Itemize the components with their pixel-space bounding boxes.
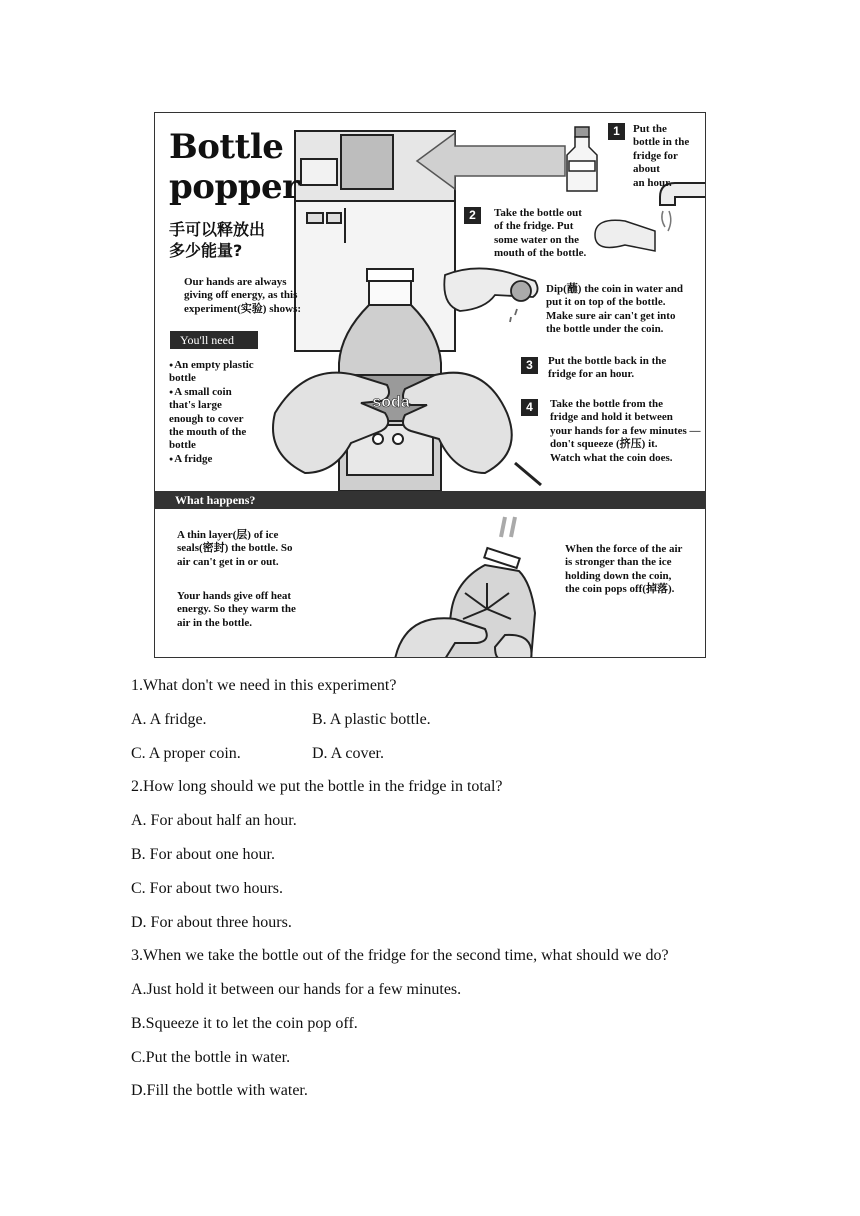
question-3-stem: 3.When we take the bottle out of the fridge for the second time, what should we do? [131,947,669,964]
step-4-number: 4 [521,399,538,416]
question-1-option-a[interactable]: A. A fridge. [131,711,207,728]
step-4-text: Take the bottle from the fridge and hold it between your hands for a few minutes — don't squeeze (挤压) it. Watch what the coin does. [550,398,701,464]
happen-text-3: When the force of the air is stronger than the ice holding down the coin, the coin pops off(掉落). [565,543,683,596]
bottle-label-text: soda [372,394,410,411]
question-1-option-d[interactable]: D. A cover. [312,745,384,762]
needs-list [169,359,269,466]
small-bottle-icon [567,127,597,191]
question-3-option-b[interactable]: B.Squeeze it to let the coin pop off. [131,1015,358,1032]
step-2-number: 2 [464,207,481,224]
step-2b-text: Dip(蘸) the coin in water and put it on top of the bottle. Make sure air can't get into the bottle under the coin. [546,283,683,336]
step-2-text: Take the bottle out of the fridge. Put some water on the mouth of the bottle. [494,207,587,260]
question-2-stem: 2.How long should we put the bottle in the fridge in total? [131,778,503,795]
question-2-option-a[interactable]: A. For about half an hour. [131,812,297,829]
question-3-option-d[interactable]: D.Fill the bottle with water. [131,1082,308,1099]
poster-title: Bottle popper [169,127,300,207]
poster-intro: Our hands are always giving off energy, as this experiment(实验) shows: [184,276,302,315]
poster-subtitle-cn: 手可以释放出 多少能量? [169,220,266,260]
bottle-popper-poster [154,112,706,658]
question-2-option-b[interactable]: B. For about one hour. [131,846,275,863]
question-3-option-a[interactable]: A.Just hold it between our hands for a few minutes. [131,981,462,998]
question-3-option-c[interactable]: C.Put the bottle in water. [131,1049,291,1066]
water-tap-icon [660,183,706,231]
step-1-text: Put the bottle in the fridge for about an hour. [633,123,690,189]
question-1-option-b[interactable]: B. A plastic bottle. [312,711,431,728]
hand-with-coin-icon [444,268,537,322]
question-2-option-d[interactable]: D. For about three hours. [131,914,292,931]
step-1-number: 1 [608,123,625,140]
question-1-option-c[interactable]: C. A proper coin. [131,745,241,762]
bottle-under-tap-icon [595,220,655,251]
question-1-stem: 1.What don't we need in this experiment? [131,677,397,694]
happen-text-1: A thin layer(层) of ice seals(密封) the bottle. So air can't get in or out. [177,529,293,568]
step-3-text: Put the bottle back in the fridge for an hour. [548,355,667,381]
need-item: ● A fridge [169,453,269,466]
need-item: ● A small coin that's large enough to cover the mouth of the bottle [169,386,269,453]
popping-coin-icon [515,463,541,485]
happen-text-2: Your hands give off heat energy. So they warm the air in the bottle. [177,590,296,629]
youll-need-heading: You'll need [170,331,258,349]
question-2-option-c[interactable]: C. For about two hours. [131,880,283,897]
step-3-number: 3 [521,357,538,374]
what-happens-heading: What happens? [155,491,706,509]
need-item: ● An empty plastic bottle [169,359,269,386]
